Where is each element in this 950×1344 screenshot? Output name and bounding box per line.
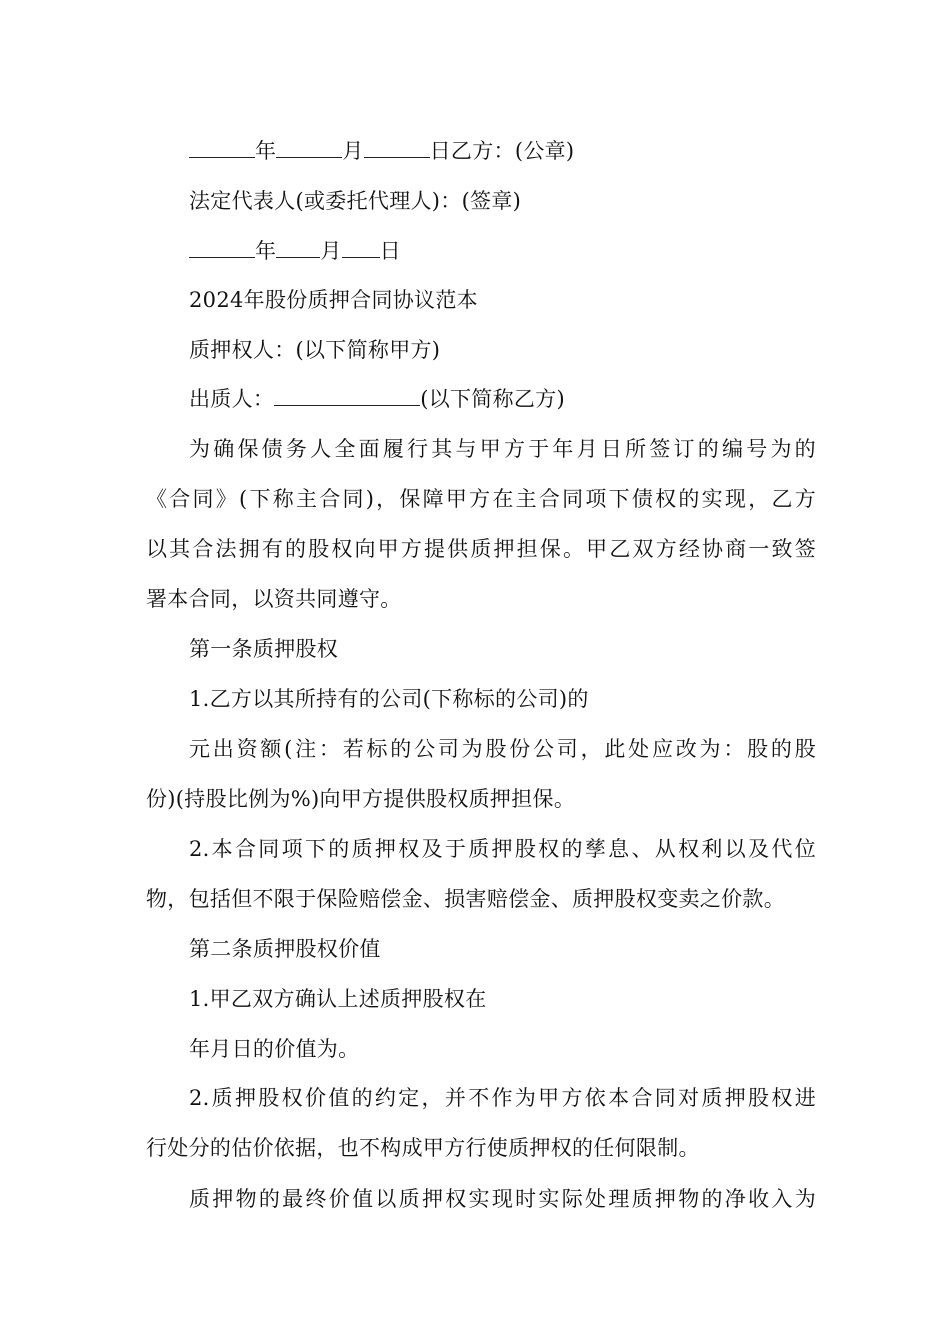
blank-year-2 bbox=[189, 237, 255, 258]
intro-line: 以其合法拥有的股权向甲方提供质押担保。甲乙双方经协商一致签 bbox=[146, 537, 816, 561]
legal-representative-line: 法定代表人(或委托代理人)：(签章) bbox=[189, 189, 522, 213]
article-1-clause-1-cont: 元出资额(注：若标的公司为股份公司，此处应改为：股的股 bbox=[189, 737, 816, 761]
article-2-clause-1: 1.甲乙双方确认上述质押股权在 bbox=[189, 987, 487, 1011]
blank-pledgor-name bbox=[274, 385, 420, 406]
blank-month-1 bbox=[276, 137, 342, 158]
article-1-clause-2: 物，包括但不限于保险赔偿金、损害赔偿金、质押股权变卖之价款。 bbox=[146, 887, 785, 911]
pledgee-line: 质押权人：(以下简称甲方) bbox=[189, 338, 441, 362]
article-1-clause-2: 2.本合同项下的质押权及于质押股权的孳息、从权利以及代位 bbox=[189, 837, 816, 861]
pledgor-line: 出质人： (以下简称乙方) bbox=[189, 387, 565, 411]
blank-day-2 bbox=[342, 237, 380, 258]
blank-year-1 bbox=[189, 137, 255, 158]
intro-line: 《合同》(下称主合同)，保障甲方在主合同项下债权的实现，乙方 bbox=[146, 487, 816, 511]
article-2-clause-1-cont: 年月日的价值为。 bbox=[189, 1037, 360, 1061]
blank-month-2 bbox=[276, 237, 320, 258]
article-1-clause-1-cont: 份)(持股比例为%)向甲方提供股权质押担保。 bbox=[146, 787, 576, 811]
article-1-clause-1: 1.乙方以其所持有的公司(下称标的公司)的 bbox=[189, 687, 589, 711]
document-title: 2024年股份质押合同协议范本 bbox=[189, 288, 478, 312]
article-2-clause-2: 2.质押股权价值的约定，并不作为甲方依本合同对质押股权进 bbox=[189, 1086, 816, 1110]
final-paragraph-line: 质押物的最终价值以质押权实现时实际处理质押物的净收入为 bbox=[189, 1187, 816, 1211]
article-2-clause-2: 行处分的估价依据，也不构成甲方行使质押权的任何限制。 bbox=[146, 1136, 700, 1160]
article-1-title: 第一条质押股权 bbox=[189, 637, 339, 661]
date-line-2: 年 月 日 bbox=[189, 236, 859, 266]
article-2-title: 第二条质押股权价值 bbox=[189, 937, 381, 961]
intro-line: 为确保债务人全面履行其与甲方于年月日所签订的编号为的 bbox=[189, 437, 816, 461]
date-line-1: 年 月 日乙方：(公章) bbox=[189, 136, 859, 166]
blank-day-1 bbox=[364, 137, 430, 158]
intro-line: 署本合同，以资共同遵守。 bbox=[146, 587, 402, 611]
